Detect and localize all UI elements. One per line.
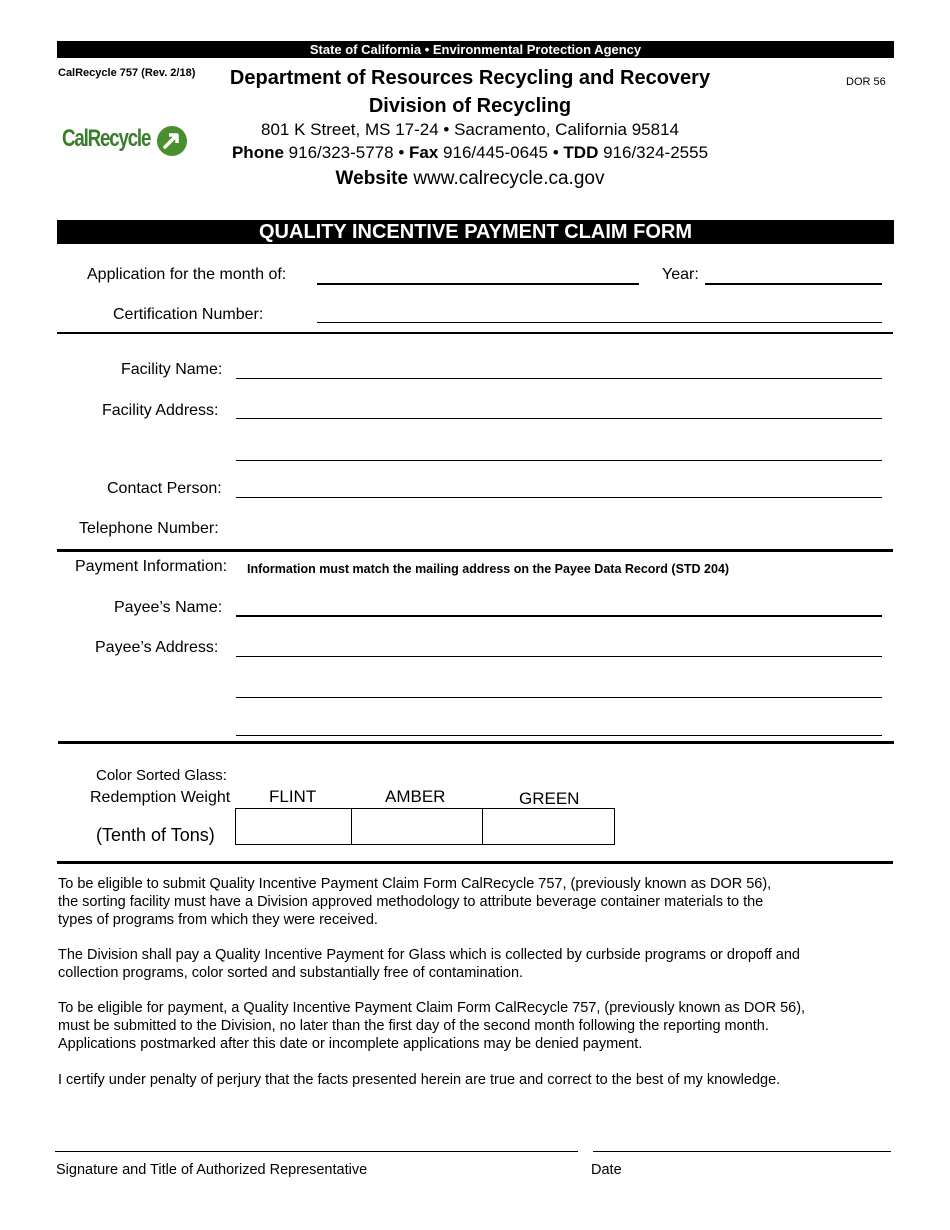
facility-name-label: Facility Name: — [121, 361, 223, 378]
phone-number: 916/323-5778 — [288, 143, 394, 162]
payee-name-field[interactable] — [236, 615, 882, 617]
payee-name-label: Payee’s Name: — [114, 599, 223, 616]
glass-label-line1: Color Sorted Glass: — [96, 767, 227, 784]
tdd-number: 916/324-2555 — [603, 143, 709, 162]
flint-header: FLINT — [269, 787, 317, 806]
cert-field[interactable] — [317, 322, 882, 323]
date-field[interactable] — [593, 1151, 891, 1152]
certification-paragraph: I certify under penalty of perjury that the facts presented herein are true and correct to the best of my knowledge. — [58, 1072, 781, 1088]
street-address: 801 K Street, MS 17-24 • Sacramento, California 95814 — [261, 120, 679, 139]
website-label: Website — [335, 168, 409, 189]
signature-label: Signature and Title of Authorized Representative — [56, 1162, 368, 1178]
telephone-field[interactable] — [236, 518, 882, 538]
green-header: GREEN — [519, 789, 580, 808]
amber-header: AMBER — [385, 787, 446, 806]
contact-label: Contact Person: — [107, 480, 222, 497]
year-label: Year: — [662, 266, 699, 283]
fax-number: 916/445-0645 — [443, 143, 548, 162]
payee-address-line2[interactable] — [236, 697, 882, 698]
glass-label-line3: (Tenth of Tons) — [96, 825, 215, 845]
phone-label: Phone — [231, 143, 284, 162]
section-divider — [57, 332, 893, 334]
signature-field[interactable] — [55, 1151, 578, 1152]
payee-address-field[interactable] — [236, 656, 882, 657]
dor-code: DOR 56 — [846, 76, 886, 88]
month-field[interactable] — [317, 283, 639, 285]
form-title: QUALITY INCENTIVE PAYMENT CLAIM FORM — [57, 220, 894, 244]
agency-banner: State of California • Environmental Protection Agency — [57, 41, 894, 58]
year-field[interactable] — [705, 283, 882, 285]
section-divider — [57, 549, 893, 552]
cert-label: Certification Number: — [113, 306, 264, 323]
form-id: CalRecycle 757 (Rev. 2/18) — [58, 67, 196, 79]
contact-numbers: Phone 916/323-5778 • Fax 916/445-0645 • TDD 916/324-2555 — [231, 143, 709, 162]
arrow-circle-icon — [156, 125, 188, 157]
facility-address-field[interactable] — [236, 418, 882, 419]
section-divider — [57, 861, 893, 864]
fax-label: Fax — [409, 143, 439, 162]
facility-address-line2[interactable] — [236, 460, 882, 461]
amber-input[interactable] — [351, 808, 483, 845]
payment-label: Payment Information: — [75, 558, 228, 575]
month-label: Application for the month of: — [87, 266, 287, 283]
website — [200, 168, 740, 190]
contact-field[interactable] — [236, 497, 882, 498]
calrecycle-logo — [62, 123, 192, 159]
deadline-paragraph: To be eligible for payment, a Quality Incentive Payment Claim Form CalRecycle 757, (previously known as DOR 56), must be submitted to the Division, no later than the first day of the second month following the reporting month. Applications postmarked after this date or incomplete applications may be denied payment. — [58, 1000, 806, 1052]
department-name: Department of Resources Recycling and Recovery — [229, 67, 711, 89]
green-input[interactable] — [482, 808, 615, 845]
payment-note: Information must match the mailing address on the Payee Data Record (STD 204) — [247, 562, 730, 576]
tdd-label: TDD — [563, 143, 599, 162]
telephone-label: Telephone Number: — [79, 520, 219, 537]
payee-address-line3[interactable] — [236, 735, 882, 736]
payee-address-label: Payee’s Address: — [95, 639, 219, 656]
facility-address-label: Facility Address: — [102, 402, 219, 419]
glass-label-line2: Redemption Weight — [90, 789, 231, 806]
flint-input[interactable] — [235, 808, 352, 845]
eligibility-paragraph: To be eligible to submit Quality Incentive Payment Claim Form CalRecycle 757, (previously known as DOR 56), the sorting facility must have a Division approved methodology to attribute beverage container materials to the types of programs from which they were received. — [58, 876, 772, 928]
logo-text: CalRecycle — [62, 125, 151, 152]
section-divider — [58, 741, 894, 744]
facility-name-field[interactable] — [236, 378, 882, 379]
website-url: www.calrecycle.ca.gov — [413, 168, 605, 189]
division-name: Division of Recycling — [368, 95, 572, 117]
date-label: Date — [591, 1162, 622, 1178]
payment-paragraph: The Division shall pay a Quality Incentive Payment for Glass which is collected by curbside programs or dropoff and collection programs, color sorted and substantially free of contamination. — [58, 947, 800, 981]
